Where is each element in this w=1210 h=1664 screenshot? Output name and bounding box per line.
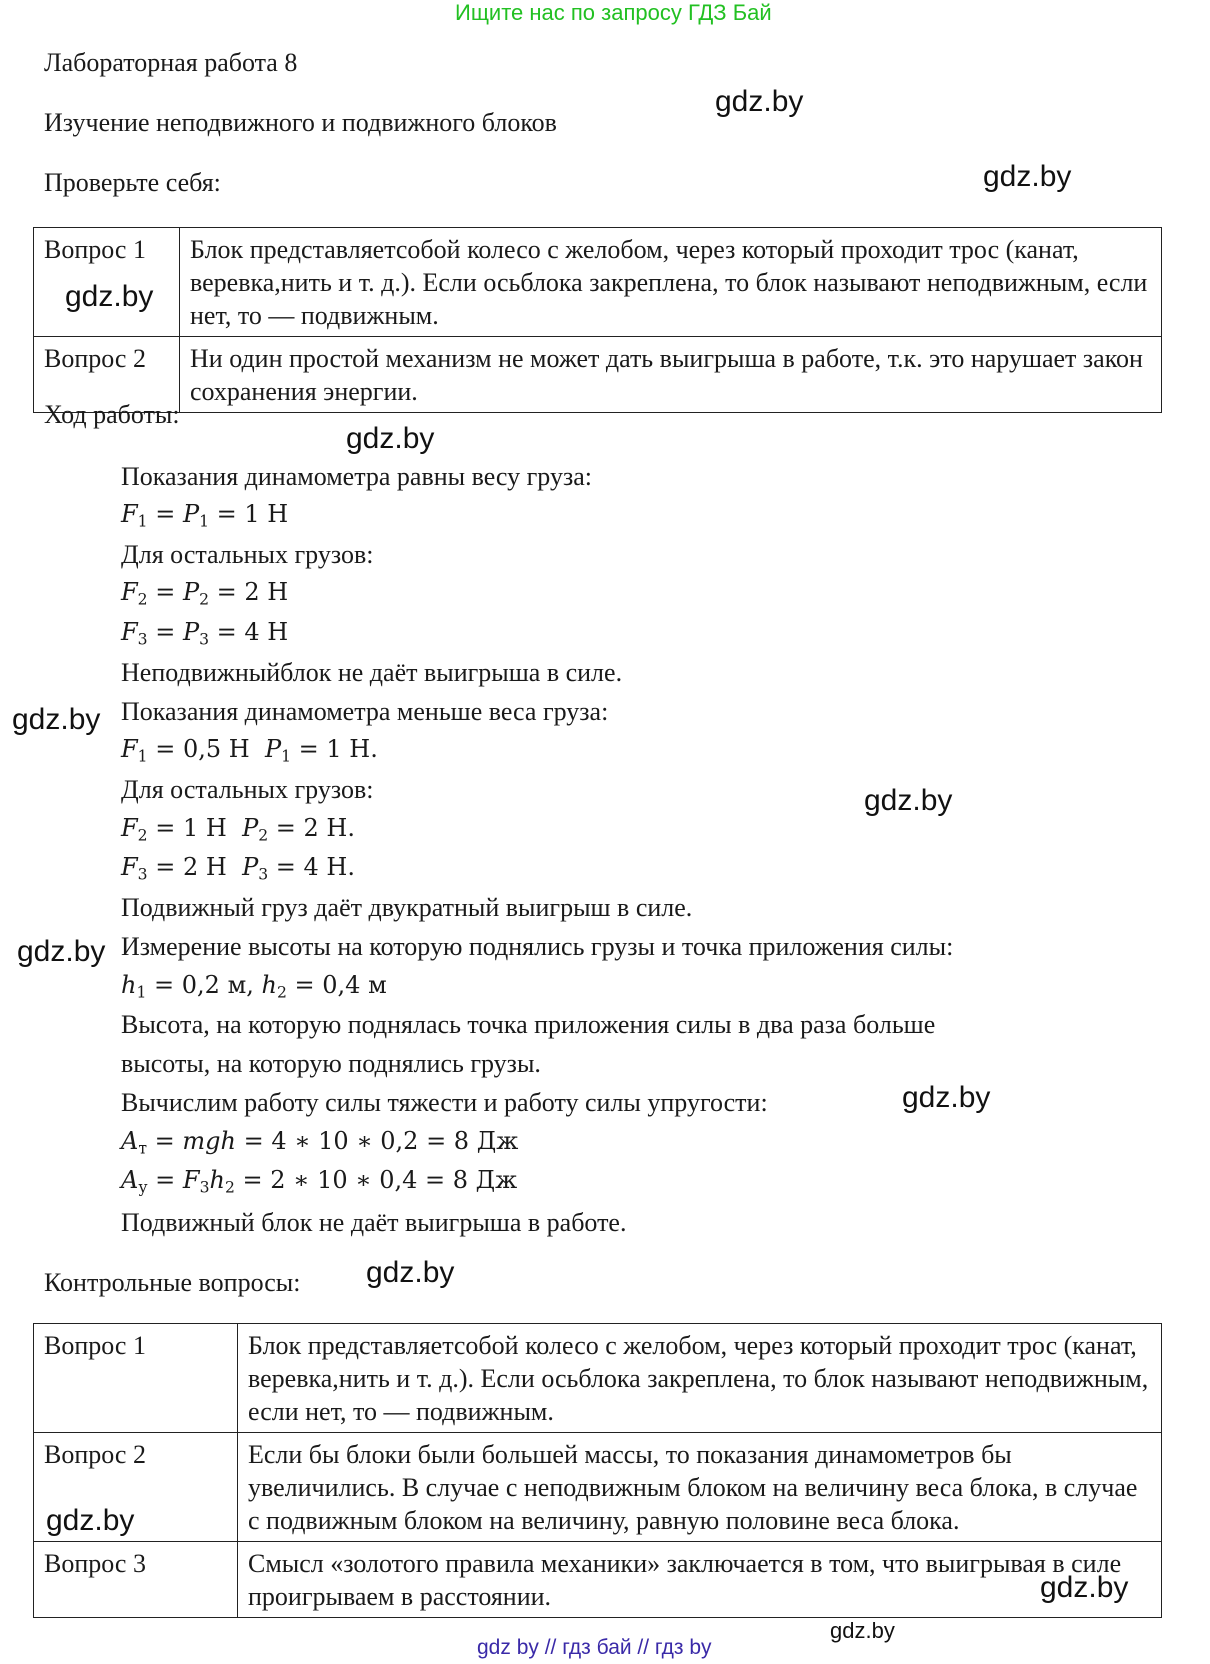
watermark: gdz.by bbox=[366, 1256, 455, 1289]
watermark: gdz.by bbox=[1040, 1571, 1129, 1604]
step-text: Подвижный блок не даёт выигрыша в работе. bbox=[121, 1208, 627, 1237]
footer-links: gdz by // гдз бай // гдз by bbox=[477, 1636, 712, 1659]
answer-text: Смысл «золотого правила механики» заключается в том, что выигрывая в силе проигрываем в расстоянии. bbox=[238, 1542, 1162, 1618]
watermark: gdz.by bbox=[46, 1504, 135, 1537]
control-heading: Контрольные вопросы: bbox=[44, 1268, 301, 1297]
step-text: Для остальных грузов: bbox=[121, 775, 374, 804]
question-label: Вопрос 3 bbox=[34, 1542, 238, 1618]
lab-title: Лабораторная работа 8 bbox=[44, 48, 298, 77]
progress-heading: Ход работы: bbox=[44, 400, 180, 429]
step-text: Неподвижныйблок не даёт выигрыша в силе. bbox=[121, 658, 623, 687]
watermark: gdz.by bbox=[17, 935, 106, 968]
table-row bbox=[34, 1542, 1162, 1618]
formula: $h_1 = 0,2$ м, $h_2 = 0,4$ м bbox=[121, 971, 387, 1002]
top-banner: Ищите нас по запросу ГДЗ Бай bbox=[455, 0, 772, 25]
answer-text: Ни один простой механизм не может дать выигрыша в работе, т.к. это нарушает закон сохранения энергии. bbox=[180, 337, 1162, 413]
question-label: Вопрос 2 bbox=[34, 337, 180, 413]
formula: $F_1 = 0,5$ Н $P_1 = 1$ Н. bbox=[121, 735, 378, 766]
step-text: высоты, на которую поднялись грузы. bbox=[121, 1049, 541, 1078]
formula: $F_1 = P_1 = 1$ Н bbox=[121, 500, 289, 531]
table-row bbox=[34, 1324, 1162, 1433]
check-heading: Проверьте себя: bbox=[44, 168, 221, 197]
watermark: gdz.by bbox=[864, 784, 953, 817]
step-text: Вычислим работу силы тяжести и работу силы упругости: bbox=[121, 1088, 768, 1117]
question-label: Вопрос 1 bbox=[34, 228, 180, 337]
watermark: gdz.by bbox=[715, 85, 804, 118]
watermark: gdz.by bbox=[12, 703, 101, 736]
answer-text: Блок представляетсобой колесо с желобом, через который проходит трос (канат, веревка,нить и т. д.). Если осьблока закреплена, то блок называют неподвижным, если нет, то — подвижным. bbox=[238, 1324, 1162, 1433]
formula: $F_2 = 1$ Н $P_2 = 2$ Н. bbox=[121, 814, 355, 845]
formula: $F_3 = P_3 = 4$ Н bbox=[121, 618, 289, 649]
question-label: Вопрос 2 bbox=[34, 1433, 238, 1542]
watermark: gdz.by bbox=[346, 422, 435, 455]
control-table bbox=[33, 1323, 1162, 1618]
table-row bbox=[34, 228, 1162, 337]
watermark: gdz.by bbox=[902, 1081, 991, 1114]
formula: $F_3 = 2$ Н $P_3 = 4$ Н. bbox=[121, 853, 355, 884]
watermark: gdz.by bbox=[830, 1618, 895, 1643]
formula: $A_т$ = mgh = 4 ∗ 10 ∗ 0,2 = 8 Дж bbox=[121, 1127, 519, 1158]
step-text: Показания динамометра равны весу груза: bbox=[121, 462, 592, 491]
question-label: Вопрос 1 bbox=[34, 1324, 238, 1433]
formula: $A_у = F_3h_2 = 2$ ∗ 10 ∗ 0,4 = 8 Дж bbox=[121, 1166, 518, 1197]
table-row bbox=[34, 1433, 1162, 1542]
watermark: gdz.by bbox=[65, 280, 154, 313]
step-text: Для остальных грузов: bbox=[121, 540, 374, 569]
formula: $F_2 = P_2 = 2$ Н bbox=[121, 578, 289, 609]
watermark: gdz.by bbox=[983, 160, 1072, 193]
step-text: Подвижный груз даёт двукратный выигрыш в силе. bbox=[121, 893, 693, 922]
table-row bbox=[34, 337, 1162, 413]
step-text: Измерение высоты на которую поднялись грузы и точка приложения силы: bbox=[121, 932, 954, 961]
check-table bbox=[33, 227, 1162, 413]
step-text: Показания динамометра меньше веса груза: bbox=[121, 697, 609, 726]
step-text: Высота, на которую поднялась точка приложения силы в два раза больше bbox=[121, 1010, 936, 1039]
answer-text: Если бы блоки были большей массы, то показания динамометров бы увеличились. В случае с неподвижным блоком на величину веса блока, в случае с подвижным блоком на величину, равную половине веса блока. bbox=[238, 1433, 1162, 1542]
answer-text: Блок представляетсобой колесо с желобом, через который проходит трос (канат, веревка,нить и т. д.). Если осьблока закреплена, то блок называют неподвижным, если нет, то — подвижным. bbox=[180, 228, 1162, 337]
lab-subtitle: Изучение неподвижного и подвижного блоков bbox=[44, 108, 557, 137]
